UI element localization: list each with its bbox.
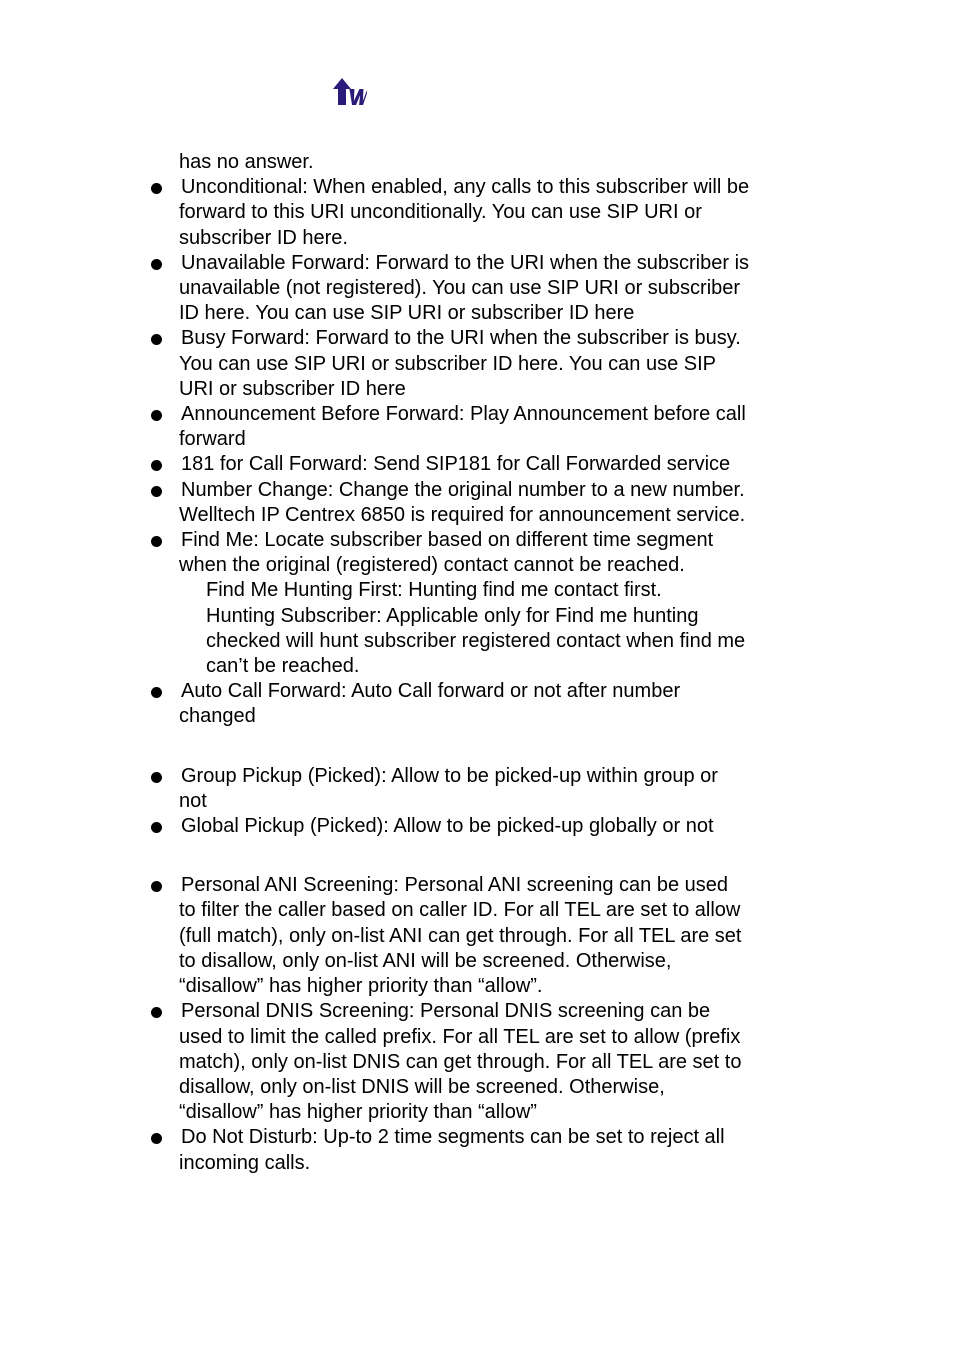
list-item-line: Group Pickup (Picked): Allow to be picked-up within group or <box>181 764 718 787</box>
list-item-line: incoming calls. <box>179 1151 311 1174</box>
list-item <box>149 764 829 814</box>
list-item <box>149 528 829 578</box>
list-item <box>149 1125 829 1175</box>
screening-list <box>149 873 829 1175</box>
list-item <box>149 814 829 839</box>
list-item <box>149 175 829 251</box>
list-item-line: Unconditional: When enabled, any calls to this subscriber will be <box>181 176 750 199</box>
list-item <box>149 402 829 452</box>
list-item-line: URI or subscriber ID here <box>179 377 406 400</box>
bullet-icon <box>151 822 162 833</box>
list-item-line: not <box>179 789 207 812</box>
bullet-icon <box>151 1007 162 1018</box>
list-item <box>149 326 829 402</box>
bullet-icon <box>151 772 162 783</box>
list-item-line: Global Pickup (Picked): Allow to be picked-up globally or not <box>181 815 714 838</box>
list-item <box>149 452 829 477</box>
sub-item-line: Find Me Hunting First: Hunting find me contact first. <box>206 579 662 602</box>
list-item-line: Auto Call Forward: Auto Call forward or not after number <box>181 680 681 703</box>
sub-item-line: can’t be reached. <box>206 655 360 678</box>
list-item-line: Unavailable Forward: Forward to the URI when the subscriber is <box>181 251 750 274</box>
list-item-line: You can use SIP URI or subscriber ID here. You can use SIP <box>179 352 716 375</box>
list-item-line: disallow, only on-list DNIS will be screened. Otherwise, <box>179 1075 665 1098</box>
bullet-icon <box>151 881 162 892</box>
list-item-line: match), only on-list DNIS can get through. For all TEL are set to <box>179 1050 742 1073</box>
list-item-line: Do Not Disturb: Up-to 2 time segments can be set to reject all <box>181 1126 725 1149</box>
list-item-line: “disallow” has higher priority than “allow”. <box>179 975 543 998</box>
list-item-line: 181 for Call Forward: Send SIP181 for Call Forwarded service <box>181 453 731 476</box>
document-body <box>149 150 829 1176</box>
section-gap <box>149 730 829 764</box>
find-me-sub-list <box>149 578 829 679</box>
list-item-line: Busy Forward: Forward to the URI when the subscriber is busy. <box>181 327 741 350</box>
list-item-line: when the original (registered) contact cannot be reached. <box>179 554 685 577</box>
bullet-icon <box>151 460 162 471</box>
list-item-line: changed <box>179 705 256 728</box>
list-item-line: unavailable (not registered). You can use SIP URI or subscriber <box>179 277 741 300</box>
bullet-icon <box>151 334 162 345</box>
list-item-line: forward to this URI unconditionally. You can use SIP URI or <box>179 201 702 224</box>
list-item <box>149 999 829 1125</box>
bullet-icon <box>151 1133 162 1144</box>
list-item <box>149 251 829 327</box>
list-item-line: to filter the caller based on caller ID. For all TEL are set to allow <box>179 899 741 922</box>
bullet-icon <box>151 410 162 421</box>
bullet-icon <box>151 183 162 194</box>
list-item-line: Announcement Before Forward: Play Announcement before call <box>181 403 746 426</box>
list-item-line: subscriber ID here. <box>179 226 348 249</box>
list-item-line: “disallow” has higher priority than “allow” <box>179 1101 537 1124</box>
bullet-icon <box>151 259 162 270</box>
tw-logo-icon <box>331 77 367 107</box>
sub-item-line: checked will hunt subscriber registered contact when find me <box>206 629 746 652</box>
list-item-line: used to limit the called prefix. For all TEL are set to allow (prefix <box>179 1025 741 1048</box>
list-item-line: Welltech IP Centrex 6850 is required for announcement service. <box>179 503 746 526</box>
bullet-icon <box>151 687 162 698</box>
sub-item-line: Hunting Subscriber: Applicable only for Find me hunting <box>206 604 699 627</box>
list-item-line: (full match), only on-list ANI can get through. For all TEL are set <box>179 924 742 947</box>
section-gap <box>149 839 829 873</box>
list-item-line: forward <box>179 428 246 451</box>
intro-continuation: has no answer. <box>179 151 314 173</box>
list-item-line: Personal ANI Screening: Personal ANI screening can be used <box>181 874 728 897</box>
bullet-icon <box>151 536 162 547</box>
list-item-line: to disallow, only on-list ANI will be screened. Otherwise, <box>179 949 672 972</box>
list-item-line: ID here. You can use SIP URI or subscriber ID here <box>179 302 635 325</box>
list-item-line: Find Me: Locate subscriber based on different time segment <box>181 529 714 552</box>
list-item <box>149 873 829 999</box>
forward-list <box>149 175 829 729</box>
list-item <box>149 478 829 528</box>
pickup-list <box>149 764 829 840</box>
bullet-icon <box>151 486 162 497</box>
list-item-line: Number Change: Change the original number to a new number. <box>181 478 745 501</box>
list-item-line: Personal DNIS Screening: Personal DNIS screening can be <box>181 1000 711 1023</box>
list-item <box>149 679 829 729</box>
